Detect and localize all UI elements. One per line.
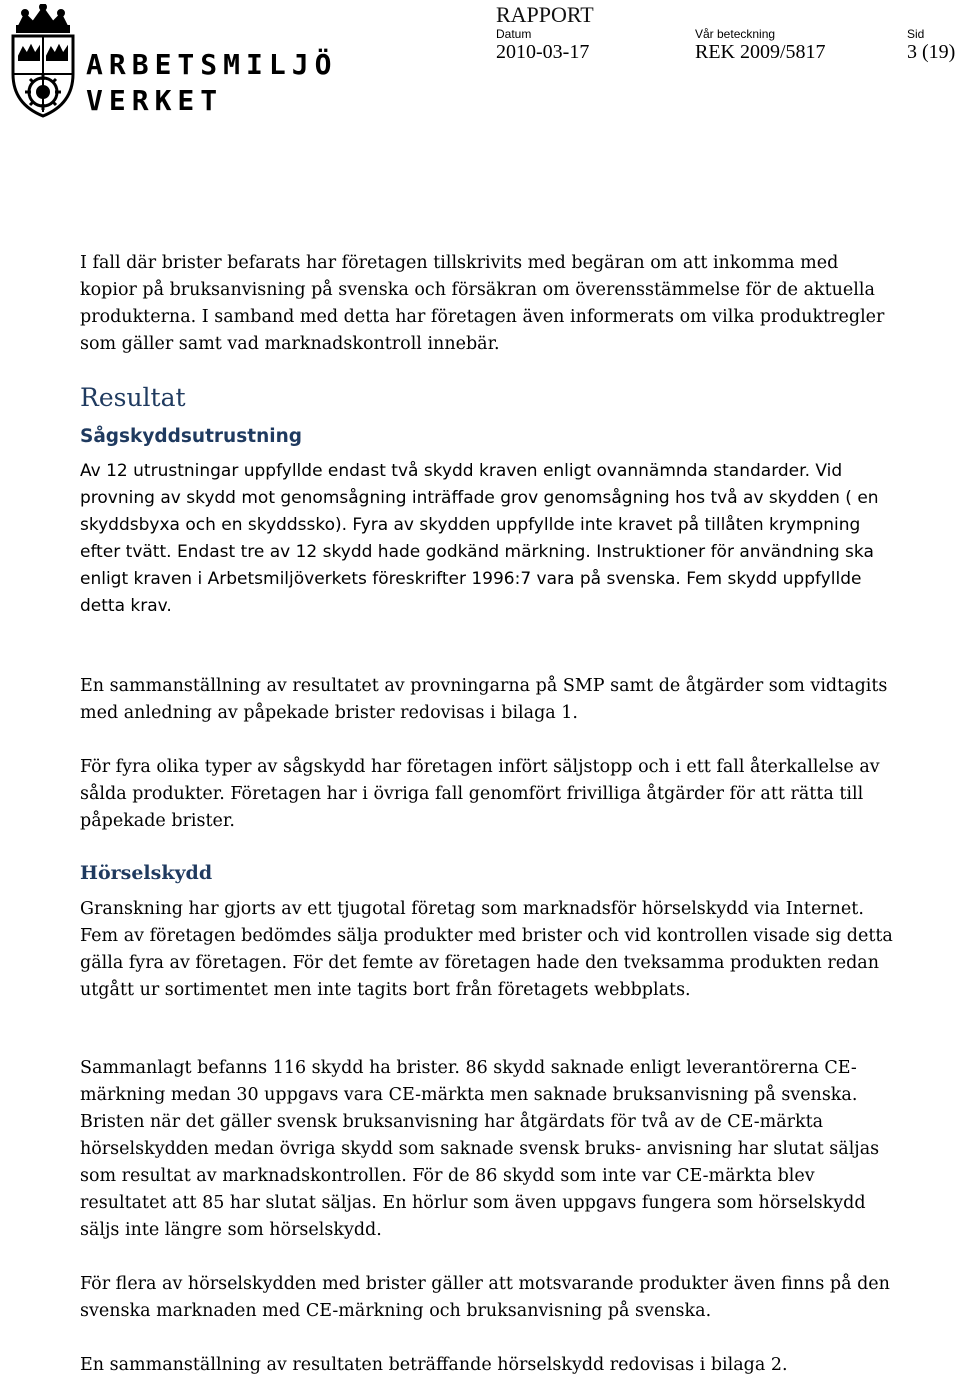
reference-label: Vår beteckning bbox=[695, 27, 776, 41]
hearing-protection-paragraph: Granskning har gjorts av ett tjugotal företag som marknadsför hörselskydd via Internet. Fem av företagen bedömdes sälja produkter med brister och vid kontrollen visade sig detta gälla fyra av företagen. För det femte av företagen hade den tveksamma produkten redan utgått ur sortimentet men inte tagits bort från företagets webbplats. bbox=[80, 899, 893, 1000]
date-value: 2010-03-17 bbox=[496, 41, 590, 63]
document-type: RAPPORT bbox=[496, 2, 594, 27]
saw-protection-paragraph: Av 12 utrustningar uppfyllde endast två skydd kraven enligt ovannämnda standarder. Vid provning av skydd mot genomsågning inträffade grov genomsågning hos två av skydden ( en skyddsbyxa och en skyddssko). Fyra av skydden uppfyllde inte kravet på tillåten krympning efter tvätt. Endast tre av 12 skydd hade godkänd märkning. Instruktioner för användning ska enligt kraven i Arbetsmiljöverkets föreskrifter 1996:7 vara på svenska. Fem skydd uppfyllde detta krav. bbox=[80, 461, 879, 616]
reference-value: REK 2009/5817 bbox=[695, 41, 826, 63]
page-number: 3 (19) bbox=[907, 41, 956, 63]
page-label: Sid bbox=[907, 27, 925, 41]
agency-name-line2: VERKET bbox=[86, 84, 224, 117]
saw-protection-heading: Sågskyddsutrustning bbox=[80, 426, 303, 447]
agency-emblem-logo bbox=[5, 4, 81, 120]
date-label: Datum bbox=[496, 27, 532, 41]
results-heading: Resultat bbox=[80, 383, 186, 412]
alternatives-paragraph: För flera av hörselskydden med brister gäller att motsvarande produkter även finns på den svenska marknaden med CE-märkning och bruksanvisning på svenska. bbox=[80, 1274, 890, 1321]
intro-paragraph: I fall där brister befarats har företagen tillskrivits med begäran om att inkomma med kopior på bruksanvisning på svenska och försäkran om överensstämmelse för de aktuella produkterna. I samband med detta har företagen även informerats om vilka produktregler som gäller samt vad marknadskontroll innebär. bbox=[80, 253, 885, 354]
appendix-paragraph: En sammanställning av resultaten beträffande hörselskydd redovisas i bilaga 2. bbox=[80, 1355, 788, 1375]
summary-paragraph: En sammanställning av resultatet av provningarna på SMP samt de åtgärder som vidtagits med anledning av påpekade brister redovisas i bilaga 1. bbox=[80, 676, 888, 723]
defects-paragraph: Sammanlagt befanns 116 skydd ha brister. 86 skydd saknade enligt leverantörerna CE-märkning medan 30 uppgavs vara CE-märkta men saknade bruksanvisning på svenska. Bristen när det gäller svensk bruksanvisning har åtgärdats för två av de CE-märkta hörselskydden medan övriga skydd som saknade svensk bruks- anvisning har slutat säljas som resultat av marknadskontrollen. För de 86 skydd som inte var CE-märkta blev resultatet att 85 har slutat säljas. En hörlur som även uppgavs fungera som hörselskydd säljs inte längre som hörselskydd. bbox=[80, 1058, 880, 1240]
hearing-protection-heading: Hörselskydd bbox=[80, 862, 213, 884]
sales-stop-paragraph: För fyra olika typer av sågskydd har företagen infört säljstopp och i ett fall återkallelse av sålda produkter. Företagen har i övriga fall genomfört frivilliga åtgärder för att rätta till påpekade brister. bbox=[80, 757, 880, 831]
agency-name-line1: ARBETSMILJÖ bbox=[86, 48, 338, 81]
